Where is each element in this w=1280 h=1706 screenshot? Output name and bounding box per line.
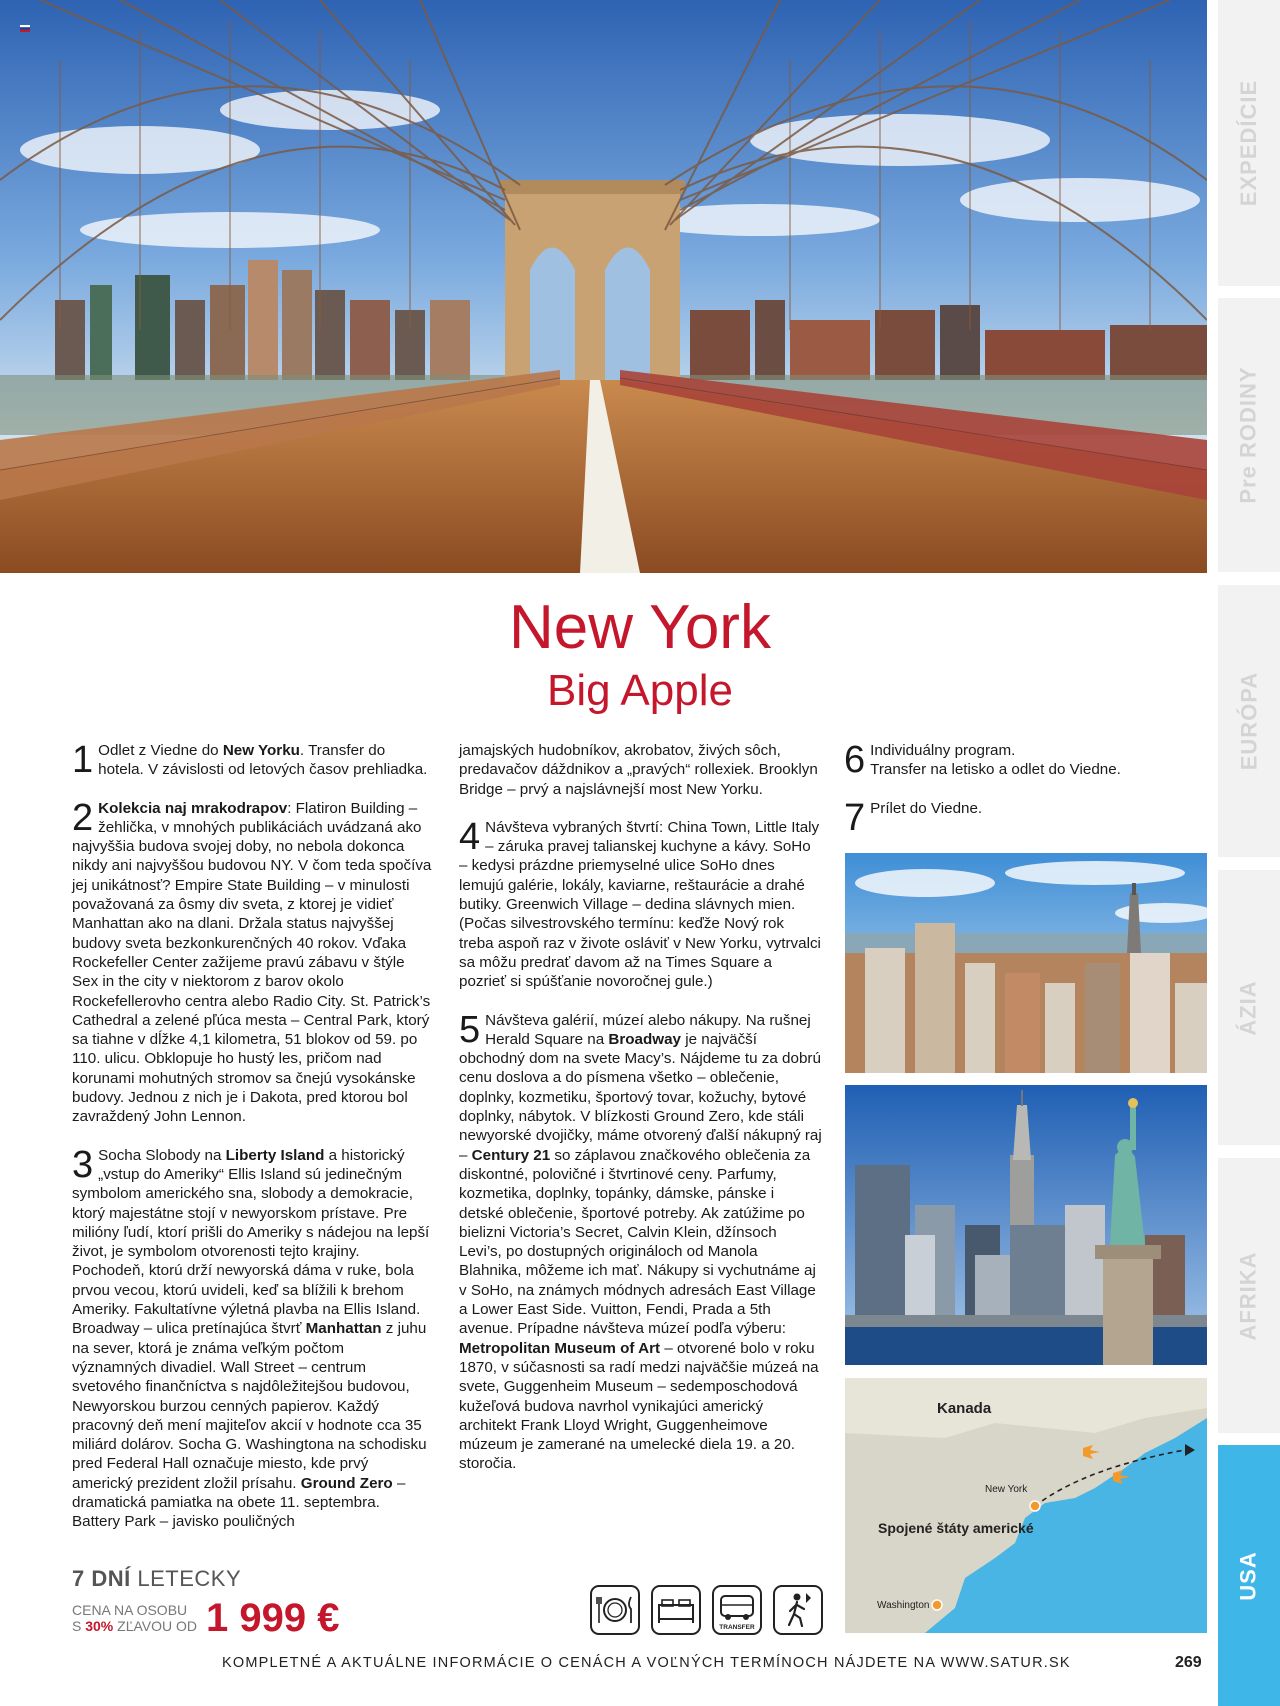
tab-azia[interactable]: ÁZIA: [1218, 870, 1280, 1145]
hero-photo-brooklyn-bridge: [0, 0, 1207, 573]
day-1: 1 Odlet z Viedne do New Yorku. Transfer do hotela. V závislosti od letových časov prehliadka.: [72, 739, 428, 781]
footer-info: KOMPLETNÉ A AKTUÁLNE INFORMÁCIE O CENÁCH A VOĽNÝCH TERMÍNOCH NÁJDETE NA WWW.SATUR.SK: [222, 1655, 1071, 1671]
route-map: [845, 1378, 1207, 1633]
photo-manhattan-skyline: [845, 853, 1207, 1073]
day-3-continued: jamajských hudobníkov, akrobatov, živých sôch, predavačov dáždnikov a „pravých“ rollexiek. Brooklyn Bridge – prvý a najslávnejší most New Yorku.: [459, 742, 818, 798]
walking-tour-icon: [773, 1585, 823, 1635]
flag-icon: [20, 19, 30, 26]
day-3: 3 Socha Slobody na Liberty Island a historický „vstup do Ameriky“ Ellis Island sú jedinečným symbolom amerického sna, slobody a demokracie, ktorý majestátne stojí v newyorskom prístave. Pre milióny ľudí, ktorí prišli do Ameriky s nádejou na lepší život, je symbolom otvorenosti tejto krajiny. Pochodeň, ktorú drží newyorská dáma v ruke, bola prvou vecou, ktorú uvideli, keď sa blížili k brehom Ameriky. Fakultatívne výletná plavba na Ellis Island. Broadway – ulica pretínajúca štvrť Manhattan z juhu na sever, ktorá je známa veľkým počtom významných divadiel. Wall Street – centrum svetového finančníctva s najdôležitejšou budovou, Newyorskou burzou cenných papierov. Každý pracovný deň mení majiteľov akcií v hodnote cca 35 miliárd dolárov. Socha G. Washingtona na schodisku pred Federal Hall označuje miesto, kde prvý americký prezident zložil prísahu. Ground Zero – dramatická pamiatka na obete 11. septembra. Battery Park – javisko pouličných: [72, 1143, 430, 1531]
day-6: 6 Individuálny program. Transfer na letisko a odlet do Viedne.: [844, 739, 1121, 781]
page-number: 269: [1175, 1654, 1202, 1671]
tab-europa[interactable]: EURÓPA: [1218, 585, 1280, 857]
tab-usa[interactable]: USA: [1218, 1445, 1280, 1706]
price-amount: 1 999 €: [206, 1596, 340, 1640]
title-new-york: New York: [509, 593, 771, 662]
map-label-washington: Washington: [877, 1600, 930, 1611]
tab-pre-rodiny[interactable]: Pre RODINY: [1218, 298, 1280, 572]
map-label-usa: Spojené štáty americké: [878, 1520, 1034, 1536]
photo-statue-of-liberty: [845, 1085, 1207, 1365]
bed-icon: [651, 1585, 701, 1635]
discount-value: 30%: [85, 1618, 114, 1634]
itinerary-column-1: [72, 741, 432, 1551]
page-title: [420, 592, 860, 718]
day-5: 5 Návšteva galérií, múzeí alebo nákupy. Na rušnej Herald Square na Broadway je najväčší obchodný dom na svete Macy’s. Nájdeme tu za dobrú cenu doslova a do písmena všetko – oblečenie, doplnky, kozmetiku, športový tovar, kožuchy, bytové doplnky, nábytok. V blízkosti Ground Zero, kde stáli newyorské dvojičky, máme otvorený ďalší nákupný raj – Century 21 so záplavou značkového oblečenia za diskontné, polovičné i štvrtinové ceny. Parfumy, kozmetika, doplnky, topánky, dámske, pánske i detské oblečenie, športové potreby. Ak zatúžime po bielizni Victoria’s Secret, Calvin Klein, džínsoch Levi’s, po dostupných origináloch od Manola Blahnika, môžeme ich mať. Nákupy si vychutnáme aj v SoHo, na známych módnych adresách East Village a Lower East Side. Vuitton, Fendi, Prada a 5th avenue. Prípadne návšteva múzeí podľa výberu: Metropolitan Museum of Art – otvorené bolo v roku 1870, v súčasnosti sa radí medzi najväčšie múzeá na svete, Guggenheim Museum – sedemposchodová kužeľová budova navrhol vynikajúci americký architekt Frank Lloyd Wright, Guggenheimove múzeum je zamerané na umelecké diela 19. a 20. storočia.: [459, 1008, 822, 1473]
itinerary-column-2: [459, 741, 822, 1493]
day-4: 4 Návšteva vybraných štvrtí: China Town, Little Italy – záruka pravej talianskej kuchyne a kávy. SoHo – kedysi prázdne priemyselné ulice SoHo dnes lemujú galérie, lokály, kaviarne, reštaurácie a drahé butiky. Greenwich Village – dedina slávnych mien. (Počas silvestrovského termínu: keďže Nový rok treba aspoň raz v živote osláviť v New Yorku, vytrvalci sa môžu predrať davom až na Times Square a pozrieť si spúšťanie novoročnej gule.): [459, 815, 821, 991]
price-block: [72, 1566, 392, 1640]
tab-expedicie[interactable]: EXPEDÍCIE: [1218, 0, 1280, 286]
price-label: CENA NA OSOBU S 30% ZĽAVOU OD: [72, 1602, 198, 1634]
itinerary-column-3: [844, 741, 1204, 837]
trip-duration: 7 DNÍ LETECKY: [72, 1566, 242, 1591]
transfer-icon: [712, 1585, 762, 1635]
section-tabs: [1218, 0, 1280, 1706]
transfer-label: TRANSFER: [719, 1624, 755, 1631]
map-label-new-york: New York: [985, 1484, 1028, 1495]
map-label-kanada: Kanada: [937, 1400, 992, 1417]
title-big-apple: Big Apple: [547, 666, 733, 715]
tab-afrika[interactable]: AFRIKA: [1218, 1158, 1280, 1433]
meals-icon: [590, 1585, 640, 1635]
day-7: 7 Prílet do Viedne.: [844, 796, 983, 839]
day-2: 2 Kolekcia naj mrakodrapov: Flatiron Building – žehlička, v mnohých publikáciách uvádzaná ako najvyššia budova svojej doby, no nebola dokonca nikdy ani najvyššou budovou NY. V čom teda spočíva jej unikátnosť? Empire State Building – v minulosti považovaná za ôsmy div sveta, z ktorej je vidieť Manhattan ako na dlani. Držala status najvyššej budovy sveta bezkonkurenčných 40 rokov. Vďaka Rockefeller Center zažijeme pravú zábavu v štýle Sex in the city v niektorom z barov okolo Rockefellerovho centra alebo Radio City. St. Patrick’s Cathedral a zelené pľúca mesta – Central Park, ktorý sa tiahne v dĺžke 4,1 kilometra, 51 blokov od 59. po 110. ulicu. Obklopuje ho hustý les, pričom nad korunami mohutných stromov sa čnejú vysokánske budovy. Jednou z nich je i Dakota, pred ktorou bol zavraždený John Lennon.: [72, 796, 432, 1126]
